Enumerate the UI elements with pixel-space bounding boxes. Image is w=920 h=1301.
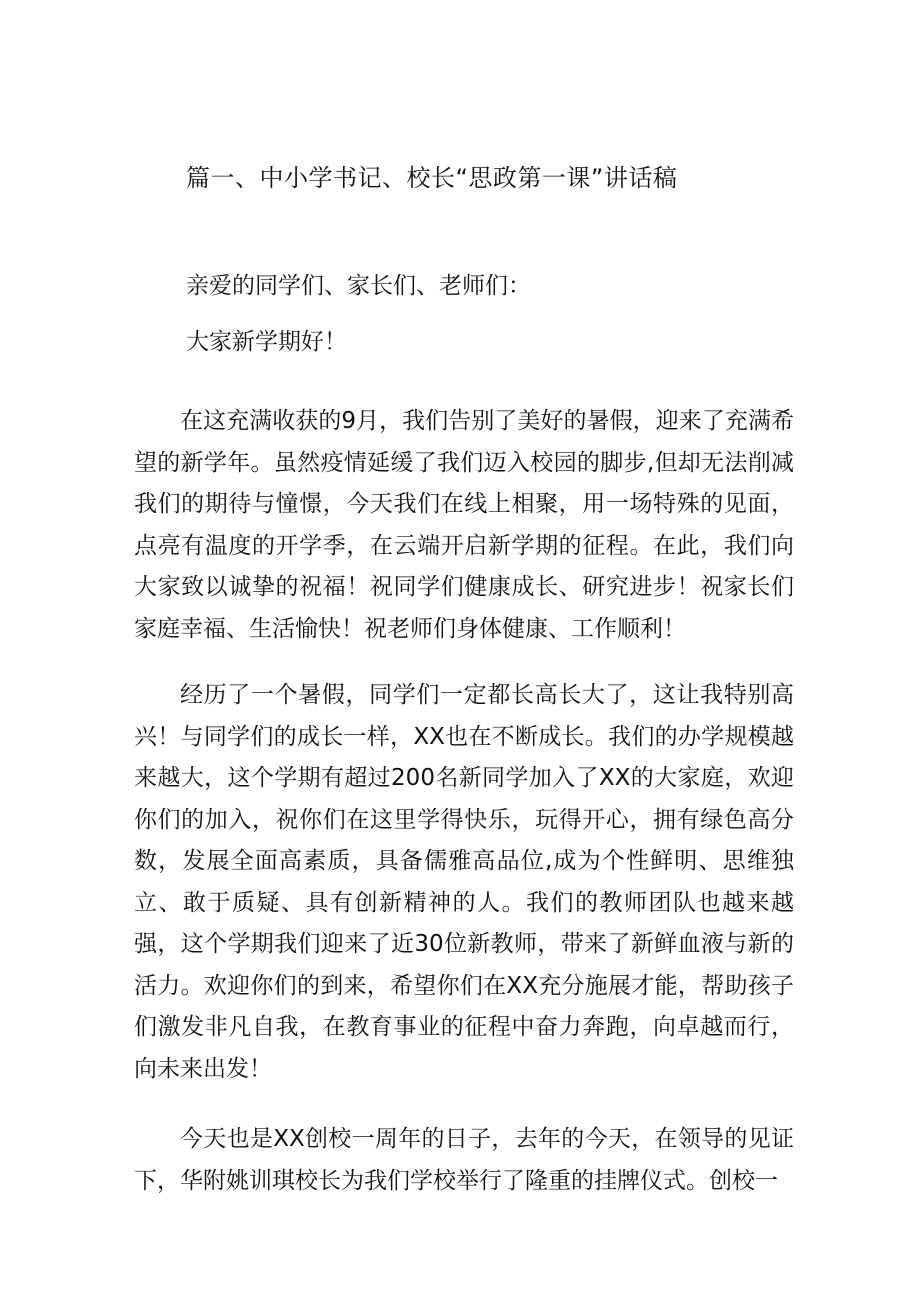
salutation: 亲爱的同学们、家长们、老师们：: [186, 273, 531, 299]
greeting: 大家新学期好！: [186, 329, 347, 355]
paragraph-2: 经历了一个暑假，同学们一定都长高长大了，这让我特别高兴！与同学们的成长一样，XX也在不断成长。我们的办学规模越来越大，这个学期有超过200名新同学加入了XX的大家庭，欢迎你们的加入，祝你们在这里学得快乐，玩得开心，拥有绿色高分数，发展全面高素质，具备儒雅高品位,成为个性鲜明、思维独立、敢于质疑、具有创新精神的人。我们的教师团队也越来越强，这个学期我们迎来了近30位新教师，带来了新鲜血液与新的活力。欢迎你们的到来，希望你们在XX充分施展才能，帮助孩子们激发非凡自我，在教育事业的征程中奋力奔跑，向卓越而行，向未来出发！: [134, 682, 794, 1082]
paragraph-1: 在这充满收获的9月，我们告别了美好的暑假，迎来了充满希望的新学年。虽然疫情延缓了我们迈入校园的脚步,但却无法削减我们的期待与憧憬，今天我们在线上相聚，用一场特殊的见面，点亮有温度的开学季，在云端开启新学期的征程。在此，我们向大家致以诚挚的祝福！祝同学们健康成长、研究进步！祝家长们家庭幸福、生活愉快！祝老师们身体健康、工作顺利！: [134, 408, 794, 642]
paragraph-3: 今天也是XX创校一周年的日子，去年的今天，在领导的见证下，华附姚训琪校长为我们学校举行了隆重的挂牌仪式。创校一: [134, 1126, 794, 1194]
document-title: 篇一、中小学书记、校长“思政第一课”讲话稿: [186, 164, 678, 192]
